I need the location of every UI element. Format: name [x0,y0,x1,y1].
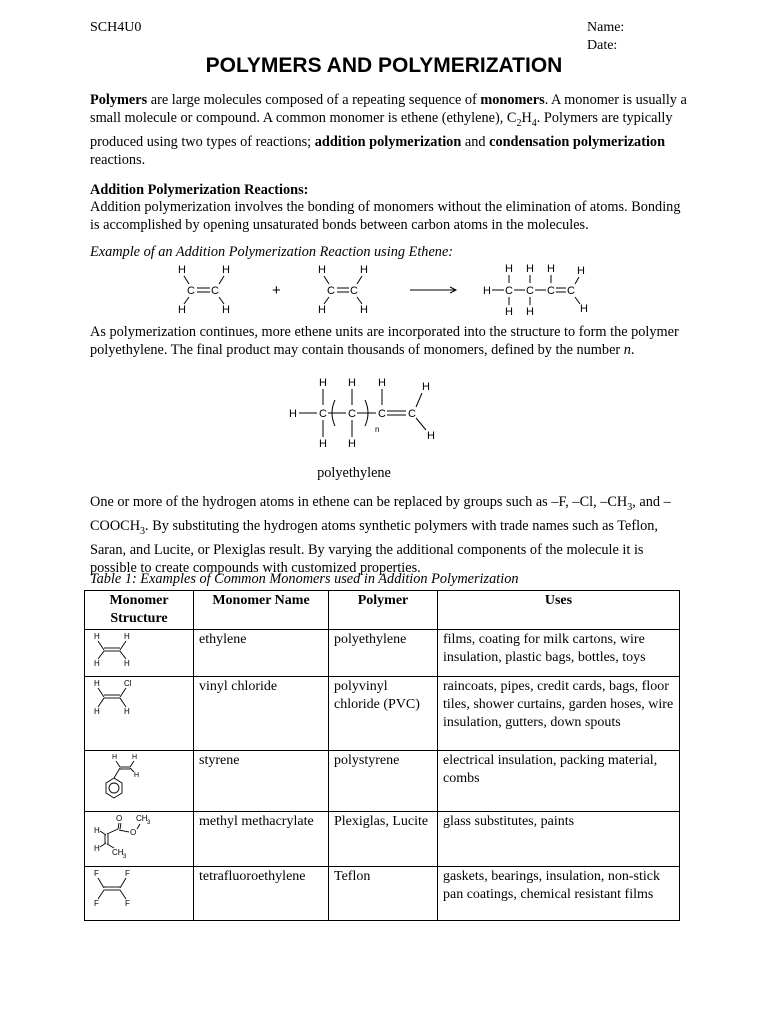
monomer-name-cell: ethylene [194,630,329,677]
svg-text:H: H [505,263,513,275]
svg-text:+: + [272,282,281,299]
polyethylene-label: polyethylene [317,465,391,481]
svg-text:H: H [526,263,534,275]
svg-text:H: H [178,264,186,276]
uses-cell: glass substitutes, paints [438,812,680,867]
polymer-cell: polystyrene [329,751,438,812]
uses-cell: gaskets, bearings, insulation, non-stick pan coatings, chemical resistant films [438,867,680,921]
monomer-table [84,590,680,921]
uses-cell: raincoats, pipes, credit cards, bags, floor tiles, shower curtains, garden hoses, wire insulation, gutters, down spouts [438,677,680,751]
uses-cell: films, coating for milk cartons, wire insulation, plastic bags, bottles, toys [438,630,680,677]
svg-text:O: O [130,828,137,837]
svg-text:C: C [526,285,534,297]
monomer-name-cell: styrene [194,751,329,812]
svg-text:H: H [124,707,130,716]
svg-text:H: H [360,264,368,276]
table-caption: Table 1: Examples of Common Monomers used in Addition Polymerization [90,571,519,587]
date-label: Date: [587,38,618,53]
svg-text:H: H [318,304,326,316]
svg-text:H: H [422,381,430,393]
polymer-cell: polyvinyl chloride (PVC) [329,677,438,751]
table-row [85,867,680,921]
svg-text:H: H [112,754,118,761]
svg-text:H: H [124,632,130,641]
name-label: Name: [587,20,625,35]
monomer-name-cell: methyl methacrylate [194,812,329,867]
svg-text:H: H [483,285,491,297]
table-header-row [85,591,680,630]
svg-text:H: H [319,438,327,450]
polyethylene-structure-diagram [285,374,450,452]
svg-text:C: C [327,285,335,297]
monomer-name-cell: vinyl chloride [194,677,329,751]
svg-text:H: H [94,844,100,853]
polymer-cell: Teflon [329,867,438,921]
svg-text:C: C [319,408,327,420]
svg-text:H: H [319,377,327,389]
svg-text:C: C [378,408,386,420]
substitution-paragraph: One or more of the hydrogen atoms in ethene can be replaced by groups such as –F, –Cl, $-CH_3$, and $-COOCH_3$. By substituting the hydrogen atoms synthetic polymers with trade names such as Teflon, Saran, and Lucite, or Plexiglas result. By varying the additional components of the molecule it is possible to create compounds with customized properties. [90,494,671,576]
structure-cell [85,677,194,751]
vinyl-chloride-structure-icon [90,678,138,718]
continuation-paragraph: As polymerization continues, more ethene units are incorporated into the structure to form the polymer polyethylene. The final product may contain thousands of monomers, defined by the number n. [90,324,679,358]
ethene-reaction-diagram [160,262,600,320]
svg-text:H: H [547,263,555,275]
svg-text:C: C [505,285,513,297]
svg-text:CH: CH [112,848,124,857]
svg-text:H: H [289,408,297,420]
polymer-cell: polyethylene [329,630,438,677]
svg-text:H: H [427,430,435,442]
column-header: Monomer Structure [85,591,194,630]
svg-text:H: H [348,438,356,450]
svg-text:F: F [94,869,99,878]
svg-text:H: H [378,377,386,389]
svg-text:H: H [505,306,513,318]
svg-text:C: C [348,408,356,420]
table-row [85,630,680,677]
table-row [85,812,680,867]
svg-text:H: H [94,826,100,835]
svg-text:F: F [94,899,99,908]
page-title: POLYMERS AND POLYMERIZATION [205,54,563,77]
svg-text:H: H [94,632,100,641]
svg-text:F: F [125,899,130,908]
svg-text:H: H [222,264,230,276]
styrene-structure-icon [90,752,150,804]
svg-text:H: H [94,659,100,668]
table-row [85,751,680,812]
column-header: Monomer Name [194,591,329,630]
svg-text:Cl: Cl [124,679,132,688]
addition-body: Addition polymerization involves the bonding of monomers without the elimination of atoms. Bonding is accomplished by opening unsaturated bonds between carbon atoms in the molecules. [90,199,681,233]
svg-text:H: H [132,754,138,761]
svg-text:3: 3 [123,854,127,859]
table-row [85,677,680,751]
monomer-name-cell: tetrafluoroethylene [194,867,329,921]
column-header: Polymer [329,591,438,630]
example-caption: Example of an Addition Polymerization Reaction using Ethene: [90,244,454,260]
column-header: Uses [438,591,680,630]
svg-text:H: H [124,659,130,668]
tetrafluoroethylene-structure-icon [90,868,138,910]
structure-cell [85,630,194,677]
svg-text:H: H [360,304,368,316]
course-code: SCH4U0 [90,20,142,35]
svg-text:C: C [408,408,416,420]
polymer-cell: Plexiglas, Lucite [329,812,438,867]
svg-text:O: O [116,814,123,823]
svg-text:H: H [580,303,588,315]
svg-text:n: n [375,425,380,434]
svg-text:F: F [125,869,130,878]
svg-text:C: C [187,285,195,297]
structure-cell [85,812,194,867]
svg-text:C: C [567,285,575,297]
ethylene-structure-icon [90,631,138,669]
svg-text:H: H [318,264,326,276]
svg-text:H: H [348,377,356,389]
svg-text:H: H [94,679,100,688]
svg-text:H: H [577,265,585,277]
svg-text:H: H [526,306,534,318]
svg-text:C: C [350,285,358,297]
svg-text:H: H [222,304,230,316]
methyl-methacrylate-structure-icon [90,813,160,859]
svg-text:H: H [134,772,140,779]
intro-paragraph: Polymers are large molecules composed of a repeating sequence of monomers. A monomer is usually a small molecule or compound. A common monomer is ethene (ethylene), $C_2H_4$. Polymers are typically produced using two types of reactions; addition polymerization and condensation polymerization reactions. [90,92,687,168]
svg-text:CH: CH [136,814,148,823]
svg-text:H: H [94,707,100,716]
svg-text:C: C [547,285,555,297]
addition-heading: Addition Polymerization Reactions: [90,182,309,198]
structure-cell [85,751,194,812]
svg-text:3: 3 [147,820,151,826]
structure-cell [85,867,194,921]
svg-text:H: H [178,304,186,316]
svg-text:C: C [211,285,219,297]
uses-cell: electrical insulation, packing material, combs [438,751,680,812]
